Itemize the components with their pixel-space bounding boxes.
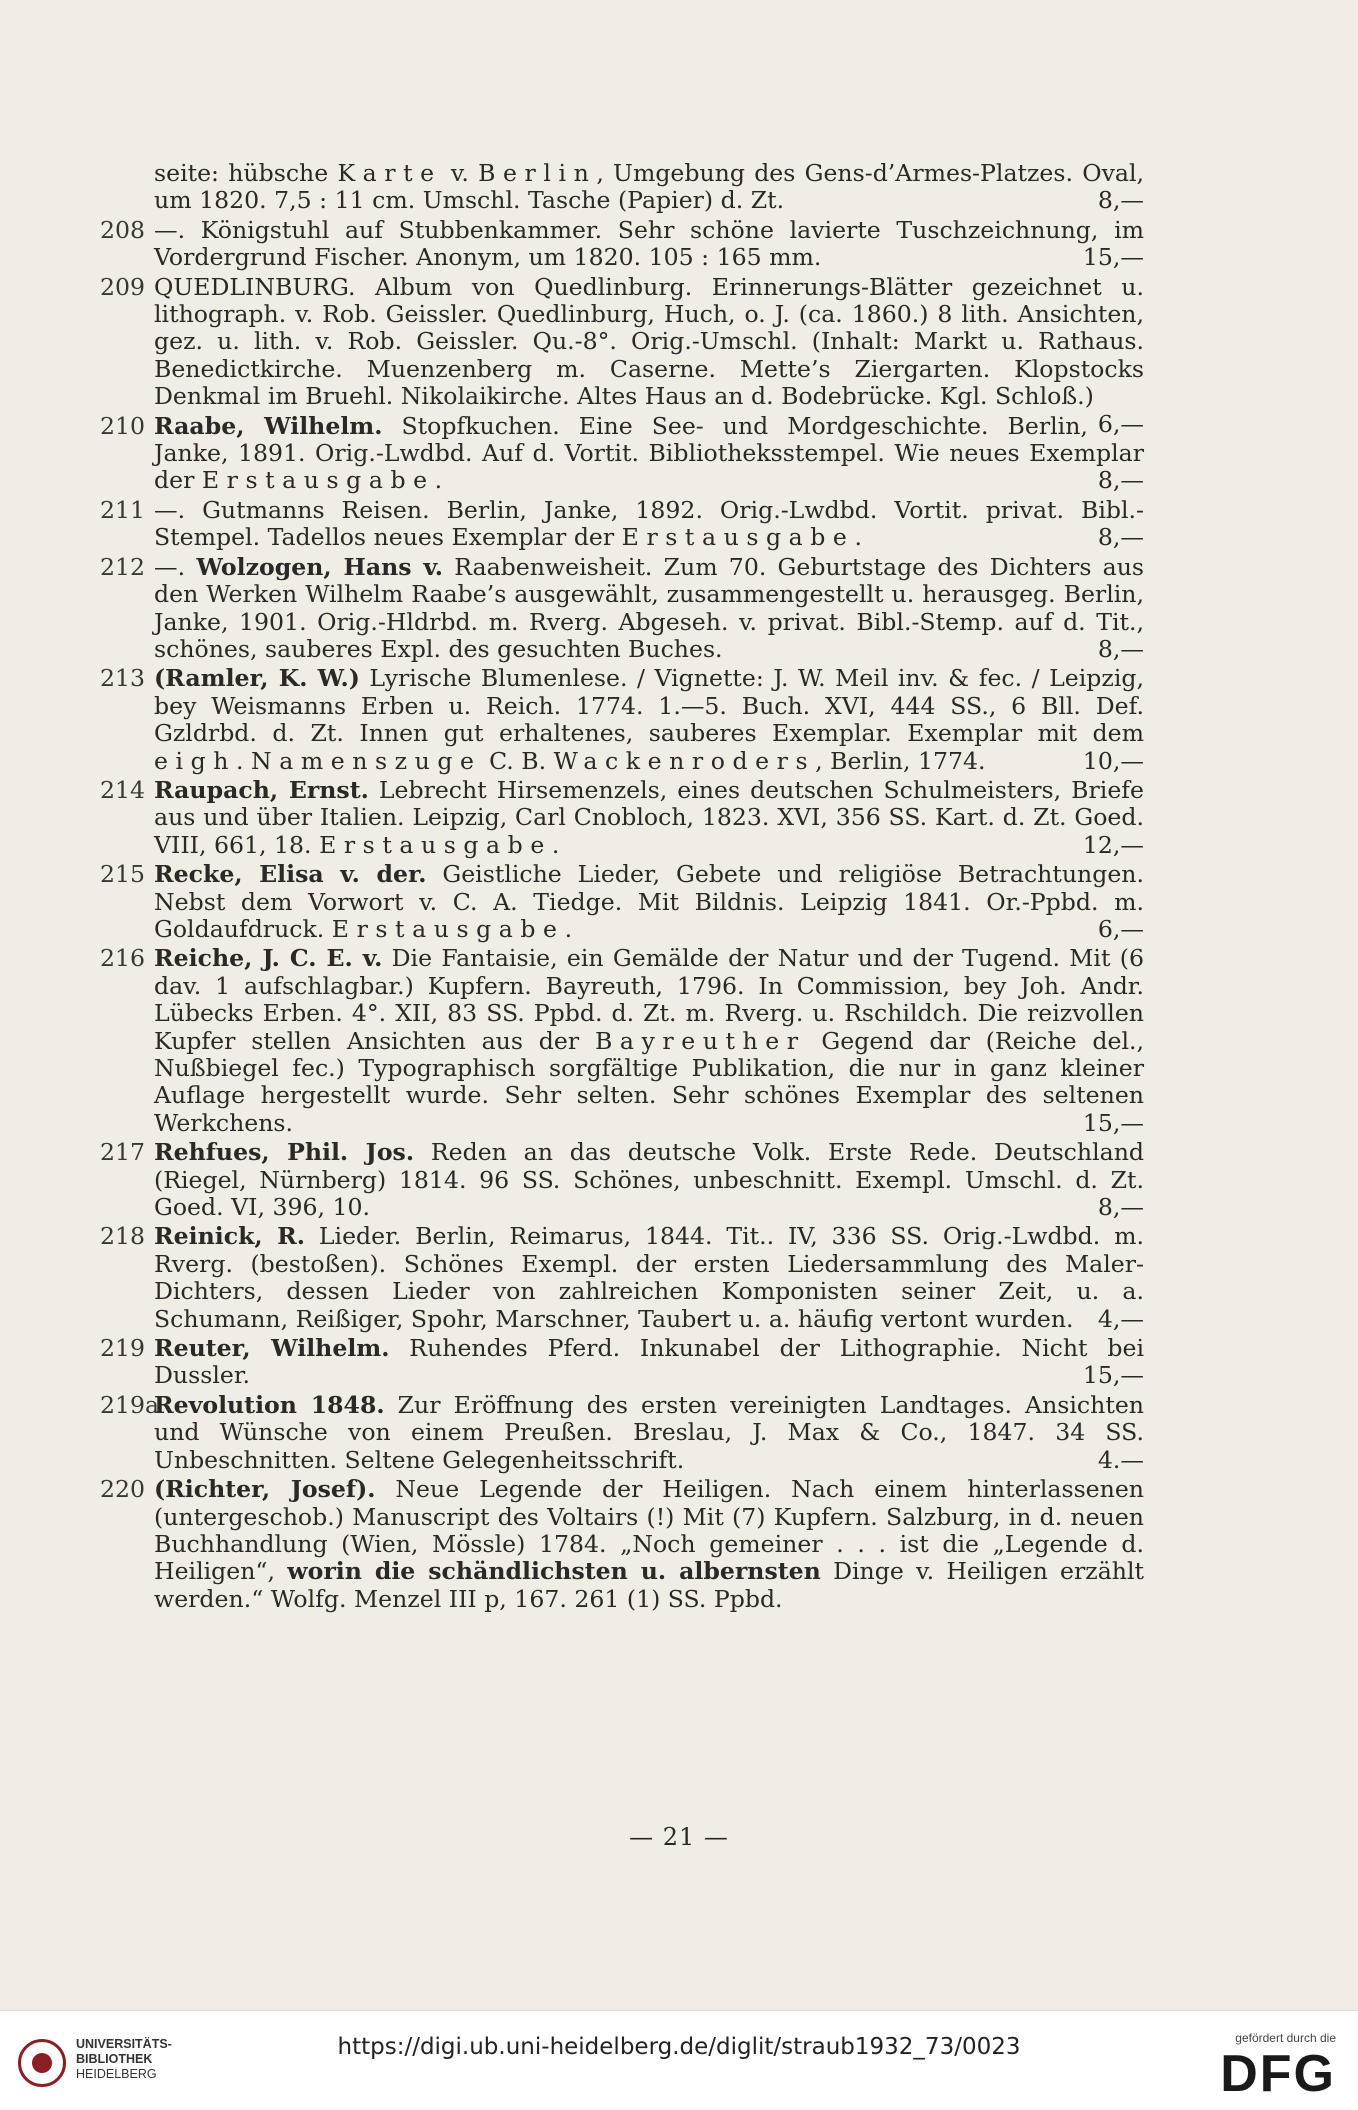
entry-description: Recke, Elisa v. der. Geistliche Lieder, Gebete und religiöse Betrachtungen. Nebst dem Vorwort v. C. A. Tiedge. Mit Bildnis. Leipzig 1841. Or.-Ppbd. m. Goldaufdruck. Erstausgabe. 6,— — [154, 860, 1144, 943]
entry-description: (Richter, Josef). Neue Legende der Heiligen. Nach einem hinterlassenen (untergeschob.) Manuscript des Voltairs (!) Mit (7) Kupfern. Salzburg, in d. neuen Buchhandlung (Wien, Mössle) 1784. „Noch gemeiner . . . ist die „Legende d. Heiligen“, worin die schändlichsten u. albernsten Dinge v. Heiligen erzählt werden.“ Wolfg. Menzel III p, 167. 261 (1) SS. Ppbd. — [154, 1475, 1144, 1613]
page-number: — 21 — — [629, 1823, 729, 1851]
entry-number: 211 — [100, 495, 146, 524]
entry-price: 15,— — [1082, 1108, 1144, 1137]
catalog-entry — [100, 552, 1145, 664]
catalog-entry — [100, 215, 1144, 272]
entry-description: Reuter, Wilhelm. Ruhendes Pferd. Inkunabel der Lithographie. Nicht bei Dussler. 15,— — [154, 1334, 1144, 1390]
entry-price: 15,— — [1082, 243, 1144, 272]
entry-price: 8,— — [1097, 466, 1144, 495]
entry-description: —. Wolzogen, Hans v. Raabenweisheit. Zum 70. Geburtstage des Dichters aus den Werken Wilhelm Raabe’s ausgewählt, zusammengestellt u. herausgeg. Berlin, Janke, 1901. Orig.-Hldrbd. m. Rverg. Abgeseh. v. privat. Bibl.-Stemp. auf d. Tit., schönes, sauberes Expl. des gesuchten Buches. 8,— — [154, 552, 1145, 663]
entry-price: 8,— — [1097, 186, 1144, 215]
dfg-logo: DFG — [1220, 2045, 1336, 2103]
entry-price: 10,— — [1082, 746, 1144, 775]
entry-price: 12,— — [1082, 830, 1144, 859]
entry-number: 217 — [100, 1138, 146, 1167]
entry-price: 8,— — [1097, 1193, 1144, 1222]
viewer-footer-bar — [0, 2010, 1358, 2110]
entry-number: 210 — [100, 411, 146, 440]
funding-text: gefördert durch die — [1235, 2031, 1336, 2045]
entry-number: 219a — [100, 1390, 160, 1419]
entry-number: 208 — [100, 215, 146, 244]
entry-number: 213 — [100, 664, 146, 693]
catalog-entry — [100, 1475, 1144, 1613]
library-name: UNIVERSITÄTS- BIBLIOTHEK HEIDELBERG — [76, 2037, 172, 2081]
entry-description: Raupach, Ernst. Lebrecht Hirsemenzels, eines deutschen Schulmeisters, Briefe aus und über Italien. Leipzig, Carl Cnobloch, 1823. XVI, 356 SS. Kart. d. Zt. Goed. VIII, 661, 18. Erstausgabe. 12,— — [154, 775, 1144, 859]
entry-number: 209 — [100, 272, 146, 301]
catalog-entry — [154, 160, 1144, 215]
entry-description: Raabe, Wilhelm. Stopfkuchen. Eine See- und Mordgeschichte. Berlin, Janke, 1891. Orig.-Lwdbd. Auf d. Vortit. Bibliotheksstempel. Wie neues Exemplar der Erstausgabe. 8,— — [154, 411, 1144, 495]
entry-description: QUEDLINBURG. Album von Quedlinburg. Erinnerungs-Blätter gezeichnet u. lithograph. v. Rob. Geissler. Quedlinburg, Huch, o. J. (ca. 1860.) 8 lith. Ansichten, gez. u. lith. v. Rob. Geissler. Qu.-8°. Orig.-Umschl. (Inhalt: Markt u. Rathaus. Benedictkirche. Muenzenberg m. Caserne. Mette’s Ziergarten. Klopstocks Denkmal im Bruehl. Nikolaikirche. Altes Haus an d. Bodebrücke. Kgl. Schloß.) 6,— — [154, 272, 1144, 438]
permalink-url[interactable]: https://digi.ub.uni-heidelberg.de/diglit/straub1932_73/0023 — [337, 2034, 1021, 2060]
entry-price: 8,— — [1097, 634, 1144, 663]
entry-number: 219 — [100, 1334, 146, 1363]
catalog-entry — [100, 944, 1144, 1137]
entry-price: 4,— — [1097, 1304, 1144, 1333]
entry-description: seite: hübsche Karte v. Berlin, Umgebung des Gens-d’Armes-Platzes. Oval, um 1820. 7,5 : 11 cm. Umschl. Tasche (Papier) d. Zt. 8,— — [154, 159, 1145, 215]
catalog-entry — [100, 1222, 1144, 1333]
entry-price: 4.— — [1097, 1445, 1144, 1474]
catalog-entry — [100, 1390, 1144, 1474]
catalog-entry — [100, 409, 1144, 495]
entry-description: (Ramler, K. W.) Lyrische Blumenlese. / Vignette: J. W. Meil inv. & fec. / Leipzig, bey Weismanns Erben u. Reich. 1774. 1.—5. Buch. XVI, 444 SS., 6 Bll. Def. Gzldrbd. d. Zt. Innen gut erhaltenes, sauberes Exemplar. Exemplar mit dem eigh. Namenszuge C. B. Wackenroders, Berlin, 1774. 10,— — [154, 664, 1144, 775]
entry-number: 216 — [100, 944, 146, 973]
entry-price: 8,— — [1097, 523, 1144, 552]
entry-number: 212 — [100, 552, 146, 581]
entry-number: 214 — [100, 775, 146, 804]
entry-description: Reiche, J. C. E. v. Die Fantaisie, ein Gemälde der Natur und der Tugend. Mit (6 dav. 1 aufschlagbar.) Kupfern. Bayreuth, 1796. In Commission, bey Joh. Andr. Lübecks Erben. 4°. XII, 83 SS. Ppbd. d. Zt. m. Rverg. u. Rschildch. Die reizvollen Kupfer stellen Ansichten aus der Bayreuther Gegend dar (Reiche del., Nußbiegel fec.) Typographisch sorgfältige Publikation, die nur in ganz kleiner Auflage hergestellt wurde. Sehr selten. Sehr schönes Exemplar des seltenen Werkchens. 15,— — [154, 944, 1144, 1137]
entry-description: —. Königstuhl auf Stubbenkammer. Sehr schöne lavierte Tuschzeichnung, im Vordergrund Fischer. Anonym, um 1820. 105 : 165 mm. 15,— — [154, 215, 1144, 272]
entry-price: 6,— — [1097, 914, 1144, 943]
catalog-entry — [100, 860, 1144, 943]
catalog-entry — [100, 1334, 1144, 1390]
catalog-entry — [100, 495, 1144, 552]
catalog-entry — [100, 1138, 1144, 1222]
entry-number: 218 — [100, 1222, 146, 1251]
entry-description: Reinick, R. Lieder. Berlin, Reimarus, 1844. Tit.. IV, 336 SS. Orig.-Lwdbd. m. Rverg. (bestoßen). Schönes Exempl. der ersten Liedersammlung des Maler-Dichters, dessen Lieder von zahlreichen Komponisten seiner Zeit, u. a. Schumann, Reißiger, Spohr, Marschner, Taubert u. a. häufig vertont wurden. 4,— — [154, 1222, 1144, 1333]
entry-price: 15,— — [1082, 1361, 1144, 1390]
catalog-page-text — [100, 159, 1145, 1615]
entry-number: 215 — [100, 860, 146, 889]
catalog-entry — [100, 664, 1144, 775]
entry-number: 220 — [100, 1475, 146, 1504]
entry-description: —. Gutmanns Reisen. Berlin, Janke, 1892. Orig.-Lwdbd. Vortit. privat. Bibl.-Stempel. Tadellos neues Exemplar der Erstausgabe. 8,— — [154, 495, 1144, 552]
catalog-entry — [100, 775, 1144, 859]
entry-description: Revolution 1848. Zur Eröffnung des ersten vereinigten Landtages. Ansichten und Wünsche von einem Preußen. Breslau, J. Max & Co., 1847. 34 SS. Unbeschnitten. Seltene Gelegenheitsschrift. 4.— — [154, 1390, 1144, 1474]
entry-price: 6,— — [1097, 409, 1144, 438]
entry-description: Rehfues, Phil. Jos. Reden an das deutsche Volk. Erste Rede. Deutschland (Riegel, Nürnberg) 1814. 96 SS. Schönes, unbeschnitt. Exempl. Umschl. d. Zt. Goed. VI, 396, 10. 8,— — [154, 1138, 1144, 1222]
